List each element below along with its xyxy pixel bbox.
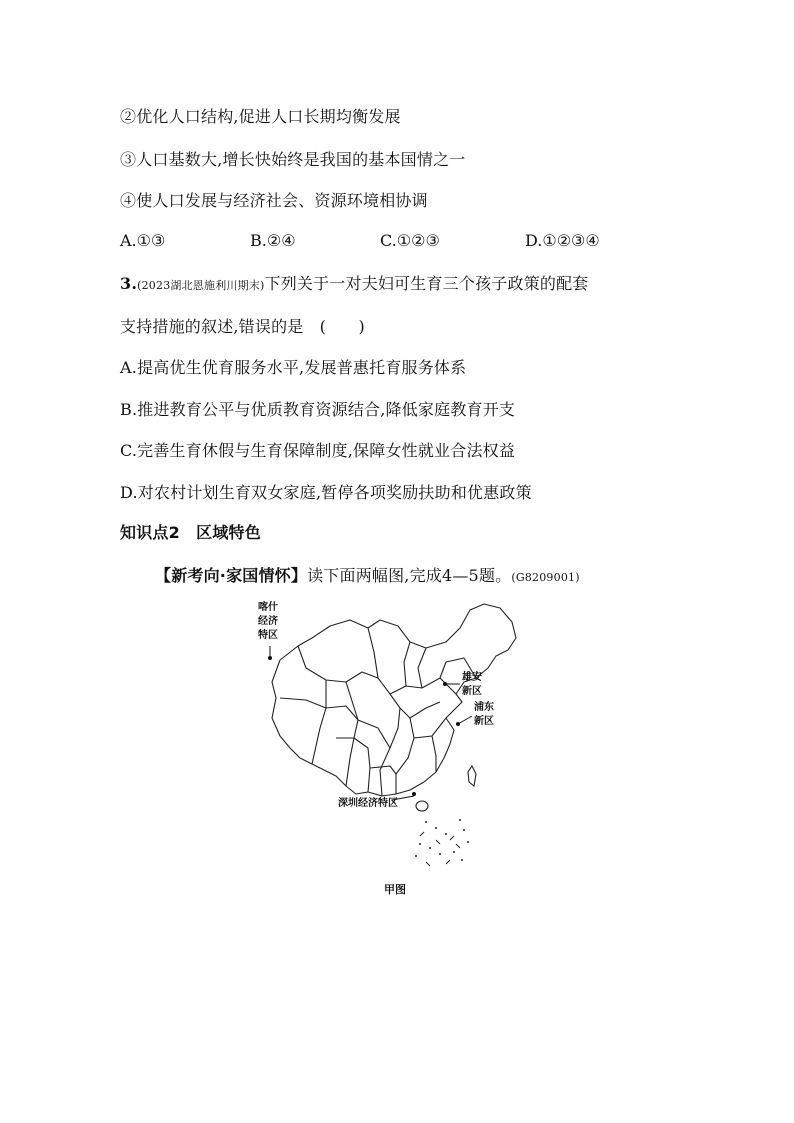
option-item-3: ③人口基数大,增长快始终是我国的基本国情之一 (120, 150, 466, 169)
intro-text: 读下面两幅图,完成4—5题。 (307, 566, 512, 585)
intro-tag: 【新考向·家国情怀】 (155, 566, 308, 585)
shenzhen-marker (412, 792, 416, 796)
option-item-2: ②优化人口结构,促进人口长期均衡发展 (120, 107, 401, 126)
question-3-stem-cont: 支持措施的叙述,错误的是 ( ) (120, 317, 365, 336)
china-map (250, 598, 540, 873)
option-item-4: ④使人口发展与经济社会、资源环境相协调 (120, 191, 428, 210)
label-xiongan-1: 雄安 (462, 672, 482, 683)
taiwan-island (468, 766, 476, 786)
map-caption: 甲图 (384, 883, 406, 896)
question-source: (2023湖北恩施利川期末) (137, 279, 265, 292)
intro-line (155, 566, 580, 588)
label-pudong-2: 新区 (474, 716, 494, 727)
q2-choice-d: D.①②③④ (525, 231, 600, 250)
kashi-marker (268, 656, 272, 660)
label-pudong-1: 浦东 (474, 702, 494, 713)
label-xiongan-2: 新区 (462, 686, 482, 697)
label-kashi-2: 经济 (258, 616, 278, 627)
q3-choice-c: C.完善生育休假与生育保障制度,保障女性就业合法权益 (120, 441, 516, 460)
hainan-island (416, 801, 428, 811)
q3-choice-a: A.提高优生优育服务水平,发展普惠托育服务体系 (120, 358, 467, 377)
pudong-marker (456, 722, 460, 726)
intro-code: (G8209001) (511, 571, 580, 584)
label-shenzhen: 深圳经济特区 (338, 798, 398, 809)
section-heading: 知识点2 区域特色 (120, 523, 261, 542)
label-kashi-3: 特区 (258, 630, 278, 641)
question-number: 3. (120, 274, 138, 293)
q2-choice-a: A.①③ (120, 231, 166, 250)
question-text: 下列关于一对夫妇可生育三个孩子政策的配套 (264, 274, 589, 293)
q2-choice-c: C.①②③ (380, 231, 440, 250)
q3-choice-b: B.推进教育公平与优质教育资源结合,降低家庭教育开支 (120, 400, 516, 419)
q2-choice-b: B.②④ (250, 231, 296, 250)
xiongan-marker (443, 682, 447, 686)
q3-choice-d: D.对农村计划生育双女家庭,暂停各项奖励扶助和优惠政策 (120, 483, 532, 502)
label-kashi-1: 喀什 (258, 602, 278, 613)
question-3-stem (120, 274, 589, 296)
